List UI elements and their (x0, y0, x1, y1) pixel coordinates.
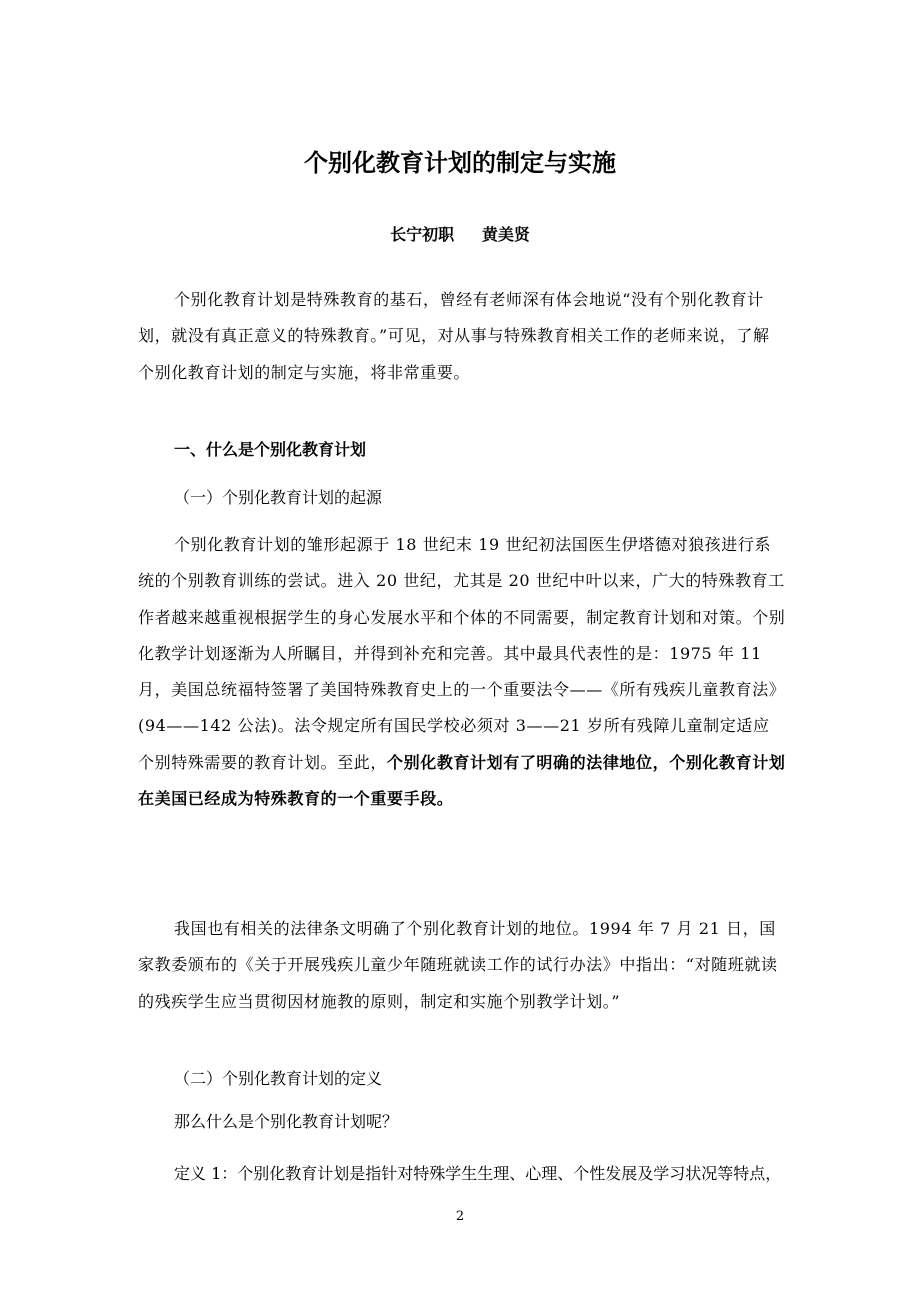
page-number: 2 (455, 1209, 465, 1224)
question-line: 那么什么是个别化教育计划呢？ (174, 1112, 399, 1131)
origin-paragraph-emphasis: 个别化教育计划有了明确的法律地位，个别化教育计划在美国已经成为特殊教育的一个重要手段。 (138, 752, 786, 809)
china-paragraph: 我国也有相关的法律条文明确了个别化教育计划的地位。1994 年 7 月 21 日，国家教委颁布的《关于开展残疾儿童少年随班就读工作的试行办法》中指出：“对随班就读的残疾学生应当贯彻因材施教的原则，制定和实施个别教学计划。” (138, 919, 778, 1011)
origin-paragraph (138, 527, 786, 817)
subsection-heading-origin: （一）个别化教育计划的起源 (174, 488, 383, 507)
author-byline: 长宁初职 黄美贤 (390, 225, 530, 244)
origin-paragraph-text: 个别化教育计划的雏形起源于 18 世纪末 19 世纪初法国医生伊塔德对狼孩进行系统的个别教育训练的尝试。进入 20 世纪，尤其是 20 世纪中叶以来，广大的特殊教育工作者越来越重视根据学生的身心发展水平和个体的不同需要，制定教育计划和对策。个别化教学计划逐渐为人所瞩目，并得到补充和完善。其中最具代表性的是：1975 年 11 月，美国总统福特签署了美国特殊教育史上的一个重要法令——《所有残疾儿童教育法》(94——142 公法)。法令规定所有国民学校必须对 3——21 岁所有残障儿童制定适应个别特殊需要的教育计划。至此， (138, 535, 786, 772)
subsection-heading-definition: （二）个别化教育计划的定义 (174, 1069, 383, 1088)
definition-line: 定义 1：个别化教育计划是指针对特殊学生生理、心理、个性发展及学习状况等特点， (174, 1164, 782, 1183)
intro-paragraph: 个别化教育计划是特殊教育的基石，曾经有老师深有体会地说“没有个别化教育计划，就没有真正意义的特殊教育。”可见，对从事与特殊教育相关工作的老师来说，了解个别化教育计划的制定与实施，将非常重要。 (138, 290, 770, 382)
section-heading-1: 一、什么是个别化教育计划 (174, 440, 367, 459)
document-title: 个别化教育计划的制定与实施 (304, 149, 616, 177)
